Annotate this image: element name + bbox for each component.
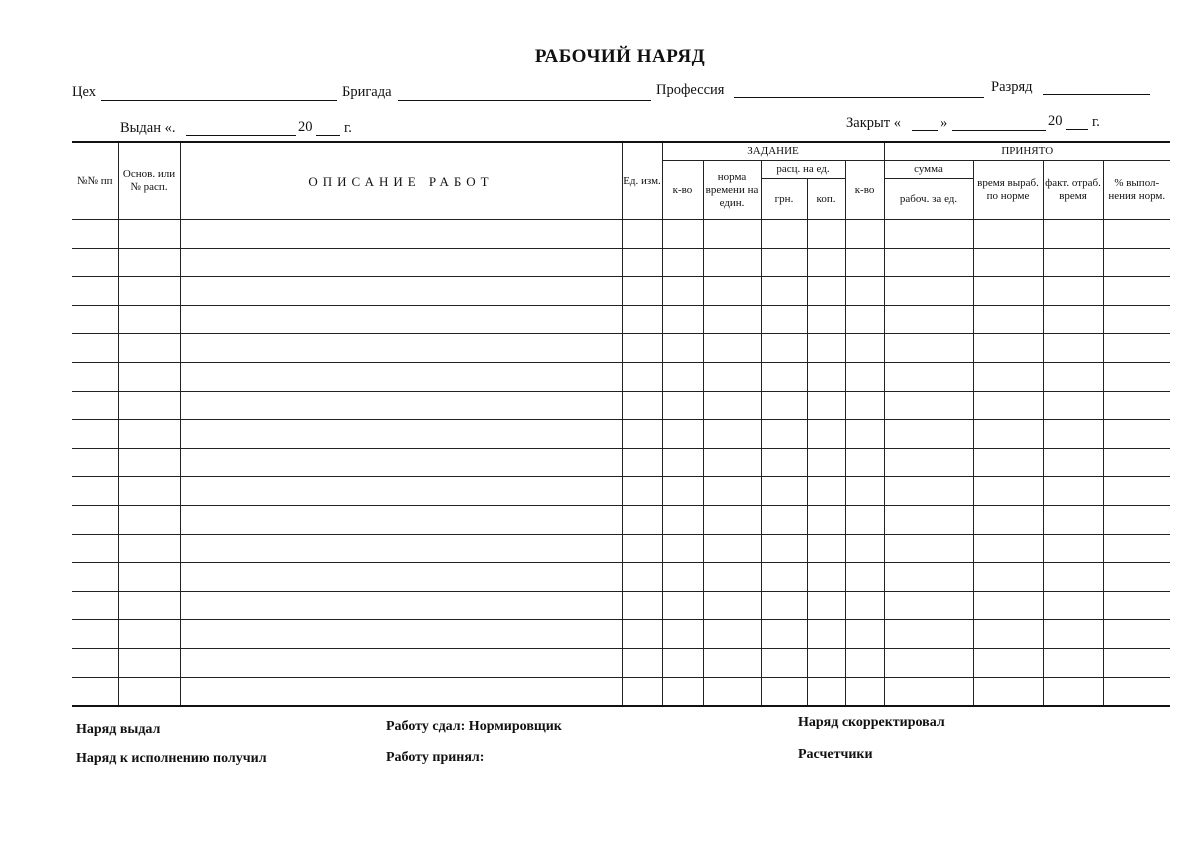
table-cell[interactable] [662,591,703,620]
table-cell[interactable] [807,420,845,449]
order-corrected-label: Наряд скорректировал [798,715,945,730]
table-cell[interactable] [72,505,118,534]
table-cell[interactable] [703,591,761,620]
table-cell[interactable] [622,248,662,277]
brigade-label: Бригада [342,84,392,100]
table-cell[interactable] [662,477,703,506]
table-cell[interactable] [180,391,622,420]
issued-year-suffix: г. [344,120,352,136]
table-cell[interactable] [845,248,884,277]
brigade-field[interactable] [398,100,651,101]
table-cell[interactable] [807,391,845,420]
issued-year-prefix: 20 [298,119,313,135]
table-cell[interactable] [662,648,703,677]
table-cell[interactable] [180,448,622,477]
table-cell[interactable] [761,448,807,477]
table-cell[interactable] [180,505,622,534]
table-cell[interactable] [761,305,807,334]
accepted-time-norm-header: время выраб. по норме [973,161,1043,220]
form-title: РАБОЧИЙ НАРЯД [534,46,706,67]
table-cell[interactable] [1043,277,1103,306]
table-row [72,305,1170,334]
table-cell[interactable] [72,362,118,391]
table-row [72,591,1170,620]
table-cell[interactable] [884,277,973,306]
table-cell[interactable] [845,648,884,677]
table-cell[interactable] [845,391,884,420]
table-cell[interactable] [1043,505,1103,534]
profession-field[interactable] [734,97,984,98]
table-cell[interactable] [845,420,884,449]
table-cell[interactable] [1043,620,1103,649]
accepted-qty-header: к-во [845,161,884,220]
table-cell[interactable] [180,220,622,249]
table-cell[interactable] [1043,477,1103,506]
table-cell[interactable] [180,591,622,620]
table-cell[interactable] [973,420,1043,449]
table-cell[interactable] [72,648,118,677]
table-cell[interactable] [807,505,845,534]
table-cell[interactable] [662,248,703,277]
table-cell[interactable] [622,677,662,706]
table-cell[interactable] [180,477,622,506]
closed-month-field[interactable] [952,130,1046,131]
table-cell[interactable] [622,648,662,677]
table-cell[interactable] [72,248,118,277]
table-cell[interactable] [1103,391,1170,420]
table-cell[interactable] [845,477,884,506]
table-cell[interactable] [807,362,845,391]
closed-label: Закрыт « [846,115,901,131]
table-row [72,277,1170,306]
table-cell[interactable] [761,277,807,306]
table-cell[interactable] [973,563,1043,592]
table-cell[interactable] [884,505,973,534]
table-cell[interactable] [1103,334,1170,363]
table-cell[interactable] [807,277,845,306]
table-cell[interactable] [72,305,118,334]
table-cell[interactable] [118,277,180,306]
task-group-header: ЗАДАНИЕ [662,142,884,161]
table-cell[interactable] [807,248,845,277]
table-cell[interactable] [884,648,973,677]
table-cell[interactable] [761,220,807,249]
task-rate-grn-header: грн. [761,179,807,220]
task-norm-header: норма времени на един. [703,161,761,220]
table-cell[interactable] [807,677,845,706]
table-cell[interactable] [703,505,761,534]
table-cell[interactable] [118,477,180,506]
table-row [72,648,1170,677]
table-cell[interactable] [807,334,845,363]
table-cell[interactable] [118,648,180,677]
table-cell[interactable] [1043,648,1103,677]
closed-year-prefix: 20 [1048,113,1063,129]
table-cell[interactable] [973,248,1043,277]
table-cell[interactable] [845,563,884,592]
table-cell[interactable] [703,448,761,477]
table-cell[interactable] [884,391,973,420]
table-cell[interactable] [118,505,180,534]
table-cell[interactable] [118,563,180,592]
table-cell[interactable] [622,334,662,363]
table-cell[interactable] [884,420,973,449]
table-cell[interactable] [180,534,622,563]
table-cell[interactable] [973,305,1043,334]
table-cell[interactable] [180,420,622,449]
table-cell[interactable] [1043,448,1103,477]
table-cell[interactable] [1103,362,1170,391]
table-cell[interactable] [180,305,622,334]
table-cell[interactable] [1103,591,1170,620]
table-cell[interactable] [884,620,973,649]
table-cell[interactable] [973,220,1043,249]
table-cell[interactable] [72,420,118,449]
table-cell[interactable] [884,677,973,706]
table-cell[interactable] [761,334,807,363]
table-cell[interactable] [180,277,622,306]
table-cell[interactable] [1043,391,1103,420]
table-cell[interactable] [622,477,662,506]
table-cell[interactable] [884,477,973,506]
table-cell[interactable] [884,334,973,363]
accepted-sum-sub-header: рабоч. за ед. [884,179,973,220]
table-cell[interactable] [845,677,884,706]
task-rate-kop-header: коп. [807,179,845,220]
table-cell[interactable] [662,362,703,391]
table-cell[interactable] [973,648,1043,677]
table-row [72,477,1170,506]
table-cell[interactable] [761,677,807,706]
issued-day-month-field[interactable] [186,135,296,136]
table-cell[interactable] [703,620,761,649]
col-unit-header: Ед. изм. [622,142,662,220]
table-cell[interactable] [622,591,662,620]
table-row [72,563,1170,592]
table-cell[interactable] [884,362,973,391]
table-cell[interactable] [72,334,118,363]
order-issued-label: Наряд выдал [76,722,161,737]
table-cell[interactable] [180,248,622,277]
table-cell[interactable] [118,305,180,334]
table-cell[interactable] [807,534,845,563]
table-cell[interactable] [761,648,807,677]
task-qty-header: к-во [662,161,703,220]
table-row [72,362,1170,391]
table-cell[interactable] [973,334,1043,363]
table-cell[interactable] [662,505,703,534]
issued-label: Выдан «. [120,120,176,136]
table-cell[interactable] [622,448,662,477]
table-cell[interactable] [973,448,1043,477]
table-cell[interactable] [973,677,1043,706]
table-cell[interactable] [973,534,1043,563]
table-cell[interactable] [662,220,703,249]
table-cell[interactable] [1103,248,1170,277]
accountants-label: Расчетчики [798,747,873,762]
table-cell[interactable] [1103,648,1170,677]
table-cell[interactable] [622,391,662,420]
table-cell[interactable] [761,420,807,449]
table-row [72,448,1170,477]
table-cell[interactable] [761,477,807,506]
work-handed-label: Работу сдал: Нормировщик [386,719,562,734]
table-cell[interactable] [1043,534,1103,563]
table-cell[interactable] [72,591,118,620]
table-cell[interactable] [884,248,973,277]
table-cell[interactable] [703,534,761,563]
table-row [72,620,1170,649]
table-row [72,391,1170,420]
table-cell[interactable] [72,534,118,563]
table-cell[interactable] [973,505,1043,534]
table-cell[interactable] [118,362,180,391]
table-cell[interactable] [807,620,845,649]
table-cell[interactable] [703,277,761,306]
table-cell[interactable] [622,305,662,334]
table-cell[interactable] [118,334,180,363]
table-cell[interactable] [884,220,973,249]
table-cell[interactable] [703,420,761,449]
table-cell[interactable] [1103,448,1170,477]
table-cell[interactable] [180,620,622,649]
table-cell[interactable] [807,591,845,620]
table-cell[interactable] [761,505,807,534]
closed-quote: » [940,115,948,131]
table-cell[interactable] [662,448,703,477]
table-cell[interactable] [1043,677,1103,706]
work-table [72,141,1170,707]
table-cell[interactable] [622,220,662,249]
table-cell[interactable] [884,305,973,334]
table-cell[interactable] [703,391,761,420]
table-cell[interactable] [180,648,622,677]
table-cell[interactable] [1103,305,1170,334]
table-cell[interactable] [180,677,622,706]
table-cell[interactable] [662,420,703,449]
table-cell[interactable] [807,220,845,249]
accepted-actual-time-header: факт. отраб. время [1043,161,1103,220]
table-cell[interactable] [118,591,180,620]
table-cell[interactable] [662,534,703,563]
table-cell[interactable] [845,591,884,620]
table-cell[interactable] [1043,563,1103,592]
table-cell[interactable] [884,534,973,563]
closed-year-field[interactable] [1066,129,1088,130]
table-cell[interactable] [1103,220,1170,249]
table-row [72,420,1170,449]
table-cell[interactable] [118,391,180,420]
col-basis-header: Основ. или № расп. [118,142,180,220]
table-cell[interactable] [807,448,845,477]
table-cell[interactable] [845,277,884,306]
order-received-label: Наряд к исполнению получил [76,751,267,766]
table-cell[interactable] [1043,420,1103,449]
table-cell[interactable] [118,220,180,249]
table-cell[interactable] [1103,420,1170,449]
issued-year-field[interactable] [316,135,340,136]
table-row [72,248,1170,277]
table-cell[interactable] [703,677,761,706]
table-cell[interactable] [662,677,703,706]
table-cell[interactable] [973,477,1043,506]
task-rate-header: расц. на ед. [761,161,845,179]
table-cell[interactable] [761,620,807,649]
table-cell[interactable] [118,677,180,706]
table-cell[interactable] [72,477,118,506]
table-cell[interactable] [662,334,703,363]
table-cell[interactable] [118,248,180,277]
table-cell[interactable] [1043,220,1103,249]
table-cell[interactable] [761,591,807,620]
table-cell[interactable] [662,305,703,334]
table-cell[interactable] [622,505,662,534]
table-cell[interactable] [845,534,884,563]
table-cell[interactable] [180,563,622,592]
table-cell[interactable] [703,334,761,363]
table-cell[interactable] [845,505,884,534]
work-accepted-label: Работу принял: [386,750,485,765]
table-cell[interactable] [761,563,807,592]
table-cell[interactable] [72,448,118,477]
table-cell[interactable] [973,277,1043,306]
table-cell[interactable] [807,477,845,506]
table-cell[interactable] [1103,534,1170,563]
table-cell[interactable] [761,391,807,420]
table-cell[interactable] [1043,305,1103,334]
table-cell[interactable] [807,563,845,592]
profession-label: Профессия [656,82,725,98]
table-cell[interactable] [662,563,703,592]
table-row [72,334,1170,363]
table-cell[interactable] [845,620,884,649]
table-cell[interactable] [845,448,884,477]
table-cell[interactable] [761,534,807,563]
table-cell[interactable] [72,277,118,306]
table-cell[interactable] [1043,362,1103,391]
table-cell[interactable] [1043,591,1103,620]
table-cell[interactable] [1043,248,1103,277]
table-cell[interactable] [180,362,622,391]
table-cell[interactable] [118,420,180,449]
table-cell[interactable] [703,362,761,391]
table-row [72,505,1170,534]
col-description-header: ОПИСАНИЕ РАБОТ [180,142,622,220]
table-cell[interactable] [662,391,703,420]
accepted-sum-header: сумма [884,161,973,179]
table-cell[interactable] [1103,563,1170,592]
table-cell[interactable] [703,563,761,592]
table-cell[interactable] [845,362,884,391]
table-cell[interactable] [703,305,761,334]
table-cell[interactable] [118,534,180,563]
table-cell[interactable] [884,591,973,620]
table-cell[interactable] [622,534,662,563]
table-cell[interactable] [72,563,118,592]
table-cell[interactable] [1103,620,1170,649]
col-number-header: №№ пп [72,142,118,220]
table-cell[interactable] [622,277,662,306]
table-cell[interactable] [1103,677,1170,706]
grade-field[interactable] [1043,94,1150,95]
closed-day-field[interactable] [912,130,938,131]
table-cell[interactable] [845,220,884,249]
table-cell[interactable] [72,220,118,249]
table-row [72,677,1170,706]
table-cell[interactable] [884,563,973,592]
shop-field[interactable] [101,100,337,101]
table-cell[interactable] [662,277,703,306]
table-cell[interactable] [1103,477,1170,506]
table-cell[interactable] [1103,505,1170,534]
table-cell[interactable] [807,648,845,677]
table-cell[interactable] [761,248,807,277]
table-cell[interactable] [1103,277,1170,306]
table-cell[interactable] [180,334,622,363]
table-row [72,220,1170,249]
table-cell[interactable] [72,620,118,649]
table-cell[interactable] [622,620,662,649]
table-cell[interactable] [622,362,662,391]
table-cell[interactable] [973,362,1043,391]
table-cell[interactable] [72,391,118,420]
table-cell[interactable] [845,334,884,363]
table-cell[interactable] [884,448,973,477]
accepted-percent-header: % выпол-нения норм. [1103,161,1170,220]
shop-label: Цех [72,84,96,100]
table-cell[interactable] [973,391,1043,420]
table-cell[interactable] [703,248,761,277]
table-cell[interactable] [973,591,1043,620]
accepted-group-header: ПРИНЯТО [884,142,1170,161]
closed-year-suffix: г. [1092,114,1100,130]
table-cell[interactable] [622,563,662,592]
table-cell[interactable] [118,620,180,649]
table-cell[interactable] [72,677,118,706]
table-cell[interactable] [973,620,1043,649]
table-cell[interactable] [1043,334,1103,363]
table-cell[interactable] [845,305,884,334]
table-cell[interactable] [622,420,662,449]
table-cell[interactable] [703,220,761,249]
table-cell[interactable] [761,362,807,391]
table-cell[interactable] [703,477,761,506]
table-cell[interactable] [118,448,180,477]
grade-label: Разряд [991,79,1033,95]
table-cell[interactable] [703,648,761,677]
table-row [72,534,1170,563]
table-cell[interactable] [807,305,845,334]
table-cell[interactable] [662,620,703,649]
